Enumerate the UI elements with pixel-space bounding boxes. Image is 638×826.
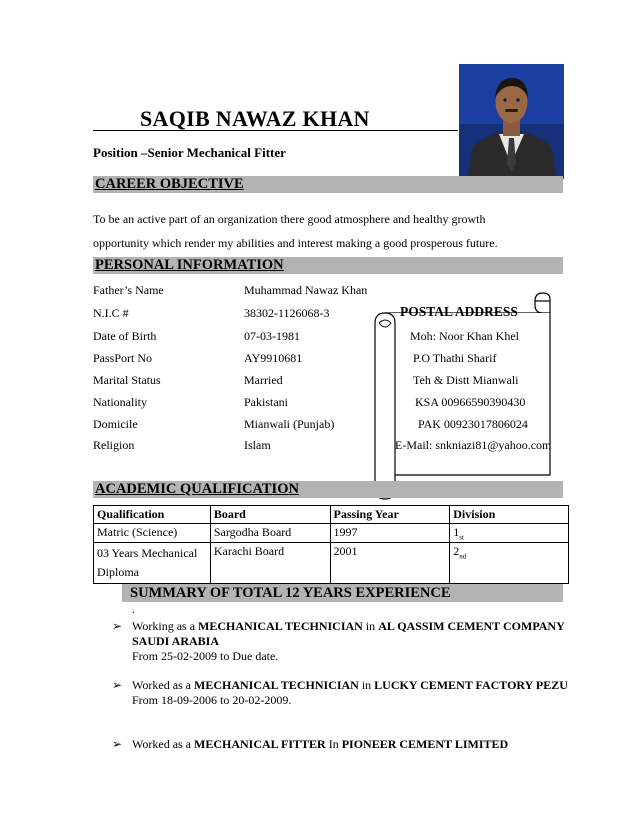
career-section-title: CAREER OBJECTIVE: [95, 176, 244, 192]
father-name-value: Muhammad Nawaz Khan: [244, 283, 368, 297]
postal-line-1: Moh: Noor Khan Khel: [410, 329, 519, 343]
religion-value: Islam: [244, 438, 271, 452]
board-cell: Karachi Board: [210, 543, 330, 584]
experience-item: Worked as a MECHANICAL FITTER In PIONEER CEMENT LIMITED: [132, 737, 509, 751]
academic-section-title: ACADEMIC QUALIFICATION: [95, 481, 299, 497]
header-qualification: Qualification: [94, 506, 211, 524]
academic-table: [93, 505, 569, 584]
experience-item: Worked as a MECHANICAL TECHNICIAN in LUCKY CEMENT FACTORY PEZU From 18-09-2006 to 20-02-2009.: [132, 678, 568, 707]
career-line-1: To be an active part of an organization there good atmosphere and healthy growth: [93, 212, 486, 226]
division-cell: $2_{nd}$: [450, 543, 569, 584]
postal-line-3: Teh & Distt Mianwali: [413, 373, 519, 387]
candidate-name: SAQIB NAWAZ KHAN: [140, 106, 370, 131]
personal-section-bar: [93, 257, 563, 274]
table-row: [94, 543, 569, 584]
dob-label: Date of Birth: [93, 329, 157, 343]
passport-label: PassPort No: [93, 351, 153, 365]
table-header-row: [94, 506, 569, 524]
experience-dot: .: [132, 604, 135, 616]
qualification-cell: Matric (Science): [94, 524, 211, 543]
postal-line-2: P.O Thathi Sharif: [413, 351, 497, 365]
passport-value: AY9910681: [244, 351, 303, 365]
religion-label: Religion: [93, 438, 135, 452]
year-cell: 2001: [330, 543, 450, 584]
postal-line-4: KSA 00966590390430: [415, 395, 526, 409]
domicile-value: Mianwali (Punjab): [244, 417, 335, 431]
header-board: Board: [210, 506, 330, 524]
marital-value: Married: [244, 373, 283, 387]
board-cell: Sargodha Board: [210, 524, 330, 543]
header-division: Division: [450, 506, 569, 524]
postal-line-5: PAK 00923017806024: [418, 417, 528, 431]
arrow-bullet-icon: ➢: [112, 678, 123, 692]
position-title: Position –Senior Mechanical Fitter: [93, 145, 286, 160]
qualification-cell: 03 Years Mechanical Diploma: [94, 543, 211, 584]
academic-section-bar: [93, 481, 563, 498]
year-cell: 1997: [330, 524, 450, 543]
dob-value: 07-03-1981: [244, 329, 300, 343]
nationality-value: Pakistani: [244, 395, 288, 409]
domicile-label: Domicile: [93, 417, 138, 431]
arrow-bullet-icon: ➢: [112, 737, 123, 751]
nic-value: 38302-1126068-3: [244, 306, 330, 320]
nic-label: N.I.C #: [93, 306, 129, 320]
marital-label: Marital Status: [93, 373, 161, 387]
career-line-2: opportunity which render my abilities and interest making a good prosperous future.: [93, 236, 498, 250]
header-passing-year: Passing Year: [330, 506, 450, 524]
division-cell: $1_{st}$: [450, 524, 569, 543]
father-name-label: Father’s Name: [93, 283, 164, 297]
postal-email: E-Mail: snkniazi81@yahoo.com: [395, 438, 552, 452]
nationality-label: Nationality: [93, 395, 147, 409]
name-underline: [93, 130, 458, 131]
table-row: [94, 524, 569, 543]
arrow-bullet-icon: ➢: [112, 619, 123, 633]
postal-address-title: POSTAL ADDRESS: [400, 304, 518, 319]
experience-item: Working as a MECHANICAL TECHNICIAN in AL QASSIM CEMENT COMPANY SAUDI ARABIA From 25-02-2009 to Due date.: [132, 619, 565, 663]
personal-section-title: PERSONAL INFORMATION: [95, 257, 284, 273]
career-section-bar: [93, 176, 563, 193]
experience-section-title: SUMMARY OF TOTAL 12 YEARS EXPERIENCE: [130, 585, 451, 601]
profile-photo: [459, 64, 564, 179]
experience-section-bar: [122, 584, 563, 602]
